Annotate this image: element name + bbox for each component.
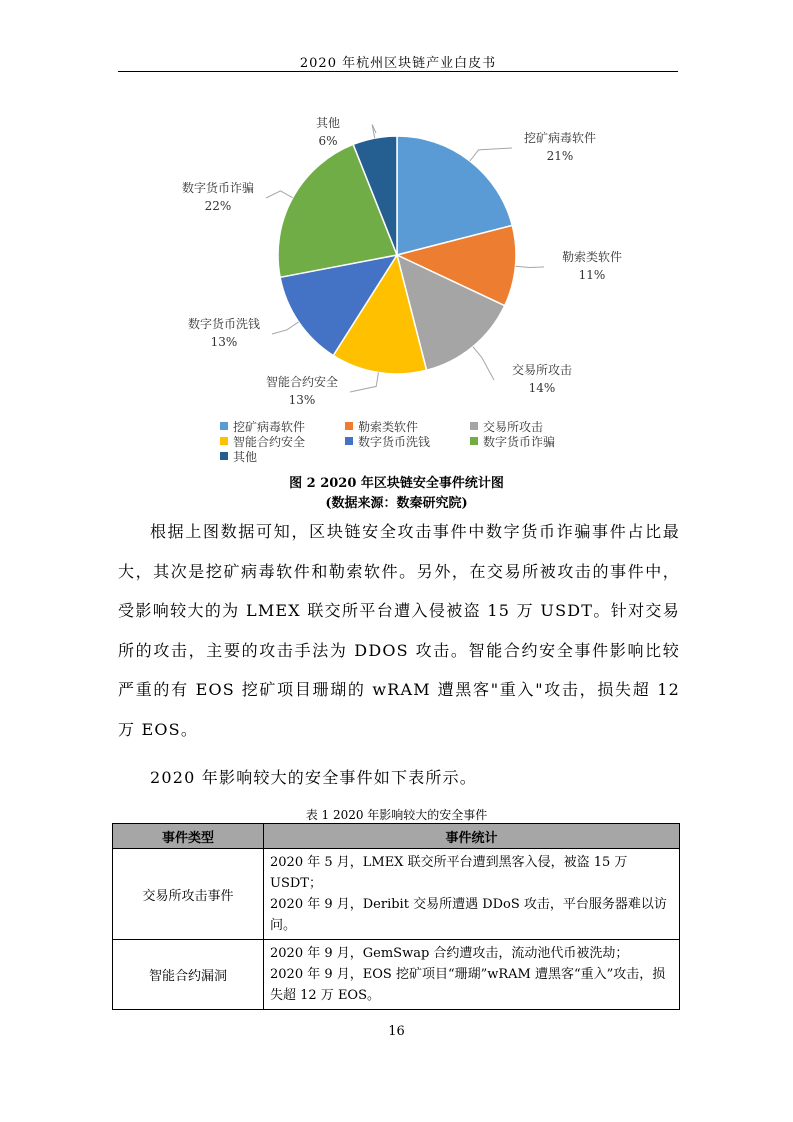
table-row	[113, 849, 680, 940]
slice-value-label: 22%	[204, 199, 232, 213]
leader-line	[470, 148, 512, 161]
leader-line	[272, 322, 299, 334]
table-header-row	[113, 824, 680, 849]
header-event-stats: 事件统计	[264, 824, 680, 849]
legend-label: 数字货币洗钱	[358, 435, 431, 449]
legend-item	[220, 448, 257, 465]
event-line: 2020 年 9 月，GemSwap 合约遭攻击，流动池代币被洗劫；	[270, 946, 629, 961]
event-type-cell: 交易所攻击事件	[113, 849, 264, 940]
slice-label: 挖矿病毒软件	[523, 131, 597, 145]
figure-caption: 图 2 2020 年区块链安全事件统计图	[289, 476, 504, 491]
legend-label: 数字货币诈骗	[483, 435, 556, 449]
running-header: 2020 年杭州区块链产业白皮书	[299, 56, 497, 71]
event-stats-cell	[264, 849, 680, 940]
legend-label: 其他	[233, 450, 258, 464]
events-table	[112, 823, 680, 1010]
event-type-cell: 智能合约漏洞	[113, 940, 264, 1010]
leader-line	[372, 124, 376, 138]
slice-label: 交易所攻击	[511, 363, 573, 377]
legend-swatch	[220, 422, 228, 430]
slice-value-label: 21%	[546, 149, 574, 163]
legend-swatch	[345, 437, 353, 445]
table-caption: 表 1 2020 年影响较大的安全事件	[305, 808, 488, 822]
event-line: 2020 年 9 月，EOS 挖矿项目“珊瑚”wRAM 遭黑客“重入”攻击，损失超 12 万 EOS。	[270, 967, 666, 1003]
paragraph-text: 根据上图数据可知，区块链安全攻击事件中数字货币诈骗事件占比最大，其次是挖矿病毒软件和勒索软件。另外，在交易所被攻击的事件中，受影响较大的为 LMEX 联交所平台遭入侵被盗 15 万 USDT。针对交易所的攻击，主要的攻击手法为 DDOS 攻击。智能合约安全事件影响比较严重的有 EOS 挖矿项目珊瑚的 wRAM 遭黑客"重入"攻击，损失超 12 万 EOS。	[118, 522, 680, 739]
figure-source: (数据来源：数秦研究院)	[325, 496, 468, 511]
legend-swatch	[470, 437, 478, 445]
legend-label: 挖矿病毒软件	[233, 420, 306, 434]
slice-value-label: 11%	[578, 268, 606, 282]
event-stats-cell	[264, 940, 680, 1010]
legend-item	[345, 433, 430, 450]
header-event-type: 事件类型	[113, 824, 264, 849]
legend-swatch	[345, 422, 353, 430]
pie-chart	[0, 0, 793, 480]
slice-label: 数字货币洗钱	[187, 317, 261, 331]
legend-label: 勒索类软件	[358, 420, 419, 434]
leader-line	[473, 347, 494, 380]
event-line: 2020 年 5 月，LMEX 联交所平台遭到黑客入侵，被盗 15 万 USDT；	[270, 855, 628, 891]
slice-value-label: 14%	[528, 381, 556, 395]
body-paragraph-1	[118, 512, 680, 749]
slice-value-label: 13%	[288, 393, 316, 407]
legend-swatch	[220, 437, 228, 445]
leader-line	[350, 373, 378, 393]
legend-label: 交易所攻击	[483, 420, 544, 434]
slice-label: 智能合约安全	[265, 375, 339, 389]
slice-label: 勒索类软件	[561, 250, 623, 264]
slice-value-label: 13%	[210, 335, 238, 349]
legend-swatch	[220, 452, 228, 460]
legend-label: 智能合约安全	[233, 435, 306, 449]
slice-value-label: 6%	[318, 134, 338, 148]
table-row	[113, 940, 680, 1010]
slice-label: 数字货币诈骗	[181, 181, 255, 195]
page-number: 16	[388, 1024, 405, 1039]
legend-swatch	[470, 422, 478, 430]
event-line: 2020 年 9 月，Deribit 交易所遭遇 DDoS 攻击，平台服务器难以访问。	[270, 897, 667, 933]
body-paragraph-2: 2020 年影响较大的安全事件如下表所示。	[150, 768, 478, 787]
leader-line	[516, 266, 545, 267]
legend-item	[470, 433, 555, 450]
leader-line	[266, 191, 293, 198]
slice-label: 其他	[315, 116, 341, 130]
